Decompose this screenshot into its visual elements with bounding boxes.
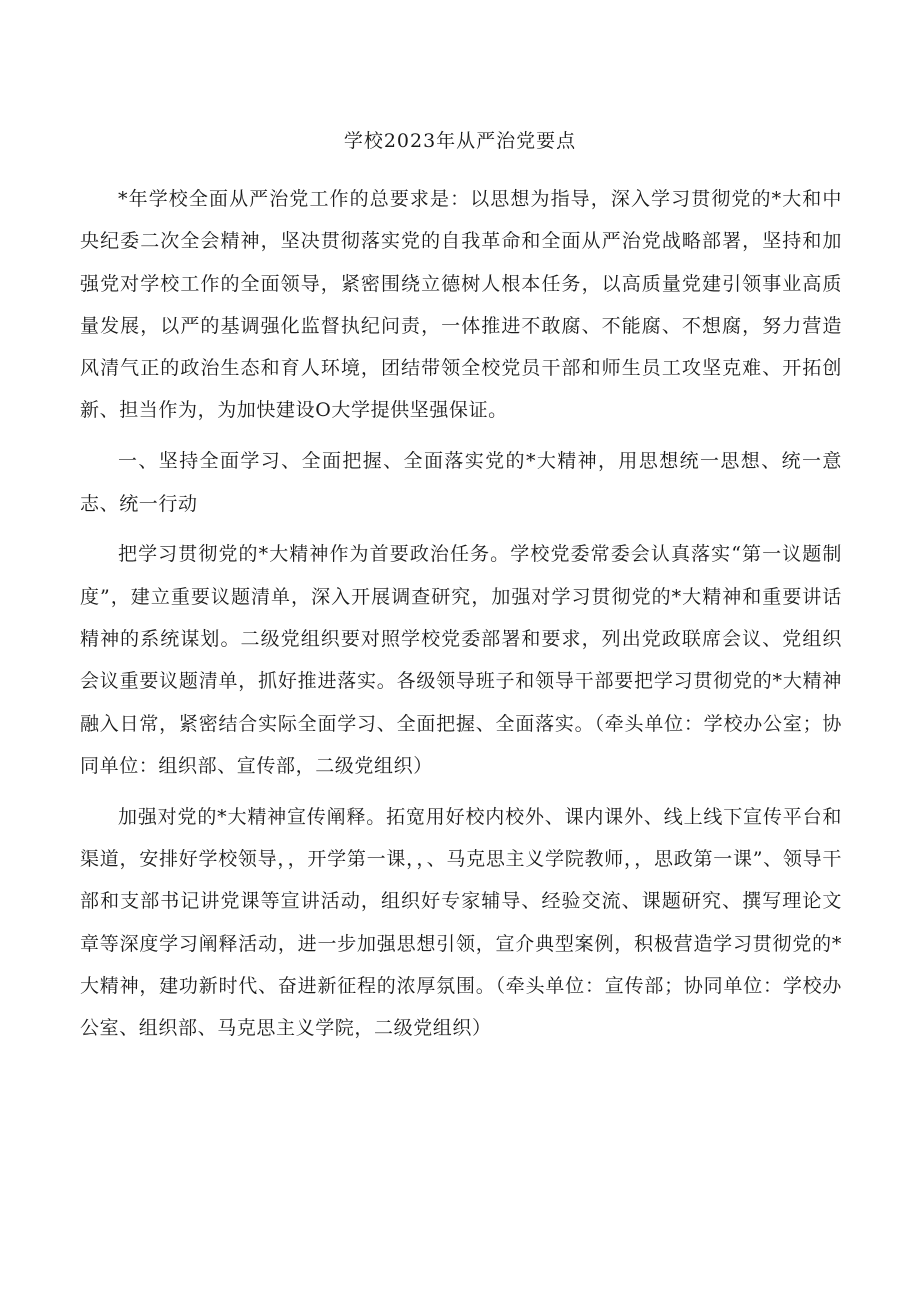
paragraph-summary: *年学校全面从严治党工作的总要求是：以思想为指导，深入学习贯彻党的*大和中央纪委二次全会精神，坚决贯彻落实党的自我革命和全面从严治党战略部署，坚持和加强党对学校工作的全面领导，紧密围绕立德树人根本任务，以高质量党建引领事业高质量发展，以严的基调强化监督执纪问责，一体推进不敢腐、不能腐、不想腐，努力营造风清气正的政治生态和育人环境，团结带领全校党员干部和师生员工攻坚克难、开拓创新、担当作为，为加快建设O大学提供坚强保证。 xyxy=(80,188,842,422)
document-body xyxy=(80,178,842,1049)
section-heading-1: 一、坚持全面学习、全面把握、全面落实党的*大精神，用思想统一思想、统一意志、统一行动 xyxy=(80,450,842,515)
paragraph-study-task: 把学习贯彻党的*大精神作为首要政治任务。学校党委常委会认真落实“第一议题制度”，建立重要议题清单，深入开展调查研究，加强对学习贯彻党的*大精神和重要讲话精神的系统谋划。二级党组织要对照学校党委部署和要求，列出党政联席会议、党组织会议重要议题清单，抓好推进落实。各级领导班子和领导干部要把学习贯彻党的*大精神融入日常，紧密结合实际全面学习、全面把握、全面落实。（牵头单位：学校办公室；协同单位：组织部、宣传部，二级党组织） xyxy=(80,543,842,777)
document-title: 学校2023年从严治党要点 xyxy=(343,130,577,152)
paragraph-publicity: 加强对党的*大精神宣传阐释。拓宽用好校内校外、课内课外、线上线下宣传平台和渠道，安排好学校领导，，开学第一课，，、马克思主义学院教师，，思政第一课”、领导干部和支部书记讲党课等宣讲活动，组织好专家辅导、经验交流、课题研究、撰写理论文章等深度学习阐释活动，进一步加强思想引领，宣介典型案例，积极营造学习贯彻党的*大精神，建功新时代、奋进新征程的浓厚氛围。（牵头单位：宣传部；协同单位：学校办公室、组织部、马克思主义学院，二级党组织） xyxy=(80,805,842,1040)
